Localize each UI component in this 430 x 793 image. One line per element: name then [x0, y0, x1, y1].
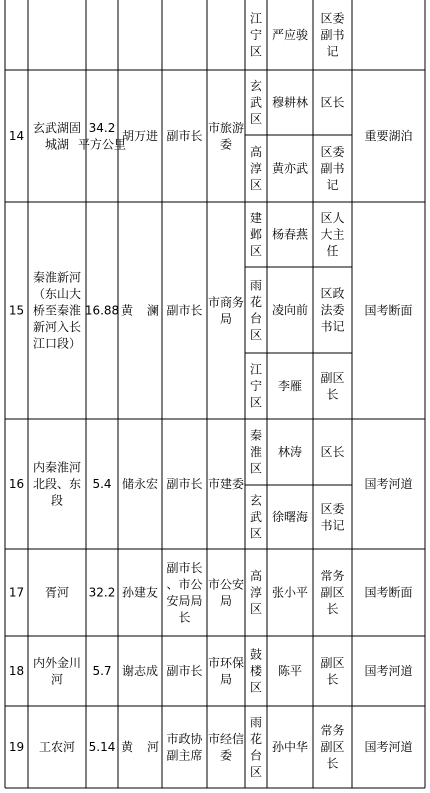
river-name: 内外金川河	[32, 655, 82, 687]
city-chief-title: 市政协副主席	[166, 731, 203, 763]
row-number: 16	[8, 477, 25, 491]
district-chief-name: 李雁	[277, 379, 303, 393]
district-chief-position: 区长	[320, 95, 345, 110]
district-name: 玄武区	[249, 493, 263, 541]
district-chief-name: 凌向前	[271, 303, 309, 317]
district-chief-position: 区长	[320, 445, 345, 459]
river-length: 5.4	[92, 477, 112, 491]
row-number: 17	[8, 585, 25, 600]
row-number: 19	[8, 740, 25, 754]
district-chief-position: 副区长	[320, 370, 345, 402]
city-chief-title: 副市长	[166, 664, 203, 678]
remark: 国考河道	[364, 664, 413, 678]
district-name: 高淳区	[249, 569, 263, 616]
river-length: 16.88	[84, 303, 120, 318]
river-name: 内秦淮河北段、东段	[32, 460, 82, 508]
river-name: 胥河	[44, 585, 70, 600]
district-chief-position: 常务副区长	[320, 723, 345, 771]
district-chief-name: 杨春燕	[271, 227, 309, 242]
liaison-unit: 市建委	[207, 477, 245, 491]
river-length: 34.2 平方公里	[77, 120, 127, 152]
liaison-unit: 市公安局	[207, 577, 245, 608]
district-chief-name: 张小平	[271, 585, 309, 600]
district-name: 江宁区	[249, 11, 263, 59]
district-chief-position: 区政法委书记	[320, 286, 345, 334]
district-chief-name: 黄亦武	[271, 161, 309, 176]
district-chief-position: 区委副书记	[320, 11, 345, 59]
district-name: 江宁区	[249, 362, 263, 410]
liaison-unit: 市旅游委	[207, 120, 245, 152]
row-number: 15	[8, 303, 25, 318]
district-name: 建邺区	[249, 211, 263, 258]
district-chief-position: 区委书记	[320, 501, 345, 533]
city-chief-title: 副市长、市公安局局长	[166, 560, 203, 625]
river-name: 玄武湖固城湖	[32, 120, 82, 152]
district-chief-name: 穆耕林	[271, 95, 309, 110]
district-name: 雨花台区	[249, 278, 263, 342]
district-chief-name: 徐曙海	[271, 510, 309, 524]
city-chief-name: 胡万进	[121, 129, 159, 143]
liaison-unit: 市商务局	[207, 295, 245, 326]
district-chief-name: 陈平	[277, 664, 303, 678]
remark: 国考断面	[364, 303, 413, 318]
district-chief-name: 林涛	[277, 445, 303, 459]
district-name: 秦淮区	[249, 428, 263, 476]
district-name: 高淳区	[249, 145, 263, 192]
city-chief-name: 孙建友	[121, 585, 159, 600]
city-chief-title: 副市长	[166, 477, 203, 491]
river-length: 32.2	[88, 585, 116, 600]
district-chief-name: 严应骏	[271, 28, 309, 42]
district-chief-position: 副区长	[320, 655, 345, 687]
remark: 重要湖泊	[364, 129, 413, 143]
remark: 国考河道	[364, 740, 413, 754]
city-chief-name: 谢志成	[121, 664, 159, 678]
river-name: 秦淮新河（东山大桥至秦淮新河入长江口段）	[32, 270, 82, 351]
city-chief-name: 储永宏	[121, 477, 159, 491]
remark: 国考断面	[364, 585, 413, 600]
district-chief-position: 区委副书记	[320, 145, 345, 192]
district-name: 鼓楼区	[249, 647, 263, 695]
city-chief-name: 黄 澜	[121, 303, 160, 318]
row-number: 14	[8, 129, 25, 143]
district-name: 雨花台区	[249, 715, 263, 779]
river-name: 工农河	[38, 740, 76, 754]
row-number: 18	[8, 664, 25, 678]
river-length: 5.14	[88, 740, 116, 754]
liaison-unit: 市经信委	[207, 731, 245, 763]
river-length: 5.7	[92, 664, 112, 678]
remark: 国考河道	[364, 477, 413, 491]
district-name: 玄武区	[249, 79, 263, 126]
city-chief-title: 副市长	[166, 303, 203, 318]
district-chief-position: 区人大主任	[320, 211, 345, 258]
district-chief-name: 孙中华	[271, 740, 309, 754]
district-chief-position: 常务副区长	[320, 569, 345, 616]
liaison-unit: 市环保局	[207, 655, 245, 687]
city-chief-name: 黄 河	[121, 740, 160, 754]
city-chief-title: 副市长	[166, 129, 203, 143]
